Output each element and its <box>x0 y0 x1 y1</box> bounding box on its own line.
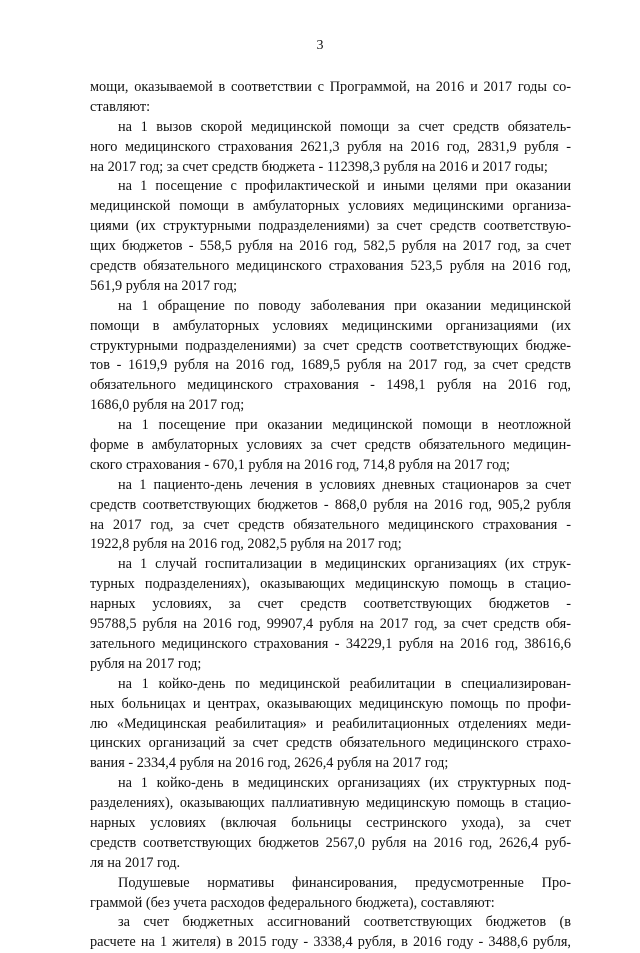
text-line: средств соответствующих бюджетов 2567,0 рубля на 2016 год, 2626,4 руб- <box>90 834 571 851</box>
text-line: 95788,5 рубля на 2016 год, 99907,4 рубля на 2017 год, за счет средств обя- <box>90 616 571 633</box>
text-line: средств соответствующих бюджетов - 868,0 рубля на 2016 год, 905,2 рубля <box>90 496 571 513</box>
text-line: ля на 2017 год. <box>90 854 181 871</box>
text-line: помощи в амбулаторных условиях медицинскими организациями (их <box>90 317 571 334</box>
text-line: на 1 обращение по поводу заболевания при оказании медицинской <box>118 297 571 314</box>
text-line: на 2017 год, за счет средств обязательного медицинского страхования - <box>90 516 571 533</box>
text-line: рубля на 2017 год; <box>90 655 202 672</box>
text-line: ных больницах и центрах, оказывающих медицинскую помощь по профи- <box>90 695 571 712</box>
text-line: зательного медицинского страхования - 34229,1 рубля на 2016 год, 38616,6 <box>90 635 571 652</box>
text-line: на 1 пациенто-день лечения в условиях дневных стационаров за счет <box>118 476 571 493</box>
text-line: на 1 посещение с профилактической и иными целями при оказании <box>118 178 571 195</box>
text-line: форме в амбулаторных условиях за счет средств обязательного медицин- <box>90 437 571 454</box>
text-line: цинских организаций за счет средств обязательного медицинского страхо- <box>90 735 571 752</box>
text-line: нарных условиях (включая больницы сестринского ухода), за счет <box>90 814 571 831</box>
document-body <box>90 78 571 953</box>
page-number: 3 <box>316 38 324 53</box>
text-line: лю «Медицинская реабилитация» и реабилитационных отделениях меди- <box>90 715 571 732</box>
text-line: обязательного медицинского страхования - 1498,1 рубля на 2016 год, <box>90 377 571 394</box>
text-line: ного медицинского страхования 2621,3 рубля на 2016 год, 2831,9 рубля - <box>90 138 571 155</box>
text-line: циями (их структурными подразделениями) за счет средств соответствую- <box>90 218 571 235</box>
text-line: на 1 посещение при оказании медицинской помощи в неотложной <box>118 417 571 434</box>
text-line: 1686,0 рубля на 2017 год; <box>90 397 245 414</box>
text-line: турных подразделениях), оказывающих медицинскую помощь в стацио- <box>90 576 571 593</box>
text-line: мощи, оказываемой в соответствии с Программой, на 2016 и 2017 годы со- <box>90 79 571 95</box>
text-line: 1922,8 рубля на 2016 год, 2082,5 рубля на 2017 год; <box>90 536 402 553</box>
text-line: на 1 койко-день в медицинских организациях (их структурных под- <box>118 775 571 792</box>
text-line: расчете на 1 жителя) в 2015 году - 3338,4 рубля, в 2016 году - 3488,6 рубля, <box>90 934 571 951</box>
text-line: тов - 1619,9 рубля на 2016 год, 1689,5 рубля на 2017 год, за счет средств <box>90 357 571 374</box>
text-line: структурными подразделениями) за счет средств соответствующих бюдже- <box>90 337 571 354</box>
text-line: медицинской помощи в амбулаторных условиях медицинскими организа- <box>90 198 571 215</box>
text-line: на 1 койко-день по медицинской реабилитации в специализирован- <box>118 675 571 692</box>
text-line: на 1 случай госпитализации в медицинских организациях (их струк- <box>118 556 571 573</box>
text-line: граммой (без учета расходов федерального бюджета), составляют: <box>90 894 495 911</box>
text-line: ставляют: <box>90 98 151 115</box>
text-line: за счет бюджетных ассигнований соответствующих бюджетов (в <box>118 914 571 931</box>
text-line: щих бюджетов - 558,5 рубля на 2016 год, 582,5 рубля на 2017 год, за счет <box>90 238 571 255</box>
text-line: 561,9 рубля на 2017 год; <box>90 277 238 294</box>
text-line: на 1 вызов скорой медицинской помощи за счет средств обязатель- <box>118 118 571 135</box>
text-line: нарных условиях, за счет средств соответствующих бюджетов - <box>90 596 571 613</box>
text-line: Подушевые нормативы финансирования, предусмотренные Про- <box>118 874 571 891</box>
text-line: вания - 2334,4 рубля на 2016 год, 2626,4 рубля на 2017 год; <box>90 755 449 772</box>
text-line: ского страхования - 670,1 рубля на 2016 год, 714,8 рубля на 2017 год; <box>90 456 511 473</box>
text-line: на 2017 год; за счет средств бюджета - 112398,3 рубля на 2016 и 2017 годы; <box>90 158 548 175</box>
text-line: средств обязательного медицинского страхования 523,5 рубля на 2016 год, <box>90 258 571 275</box>
text-line: разделениях), оказывающих паллиативную медицинскую помощь в стацио- <box>90 795 571 812</box>
